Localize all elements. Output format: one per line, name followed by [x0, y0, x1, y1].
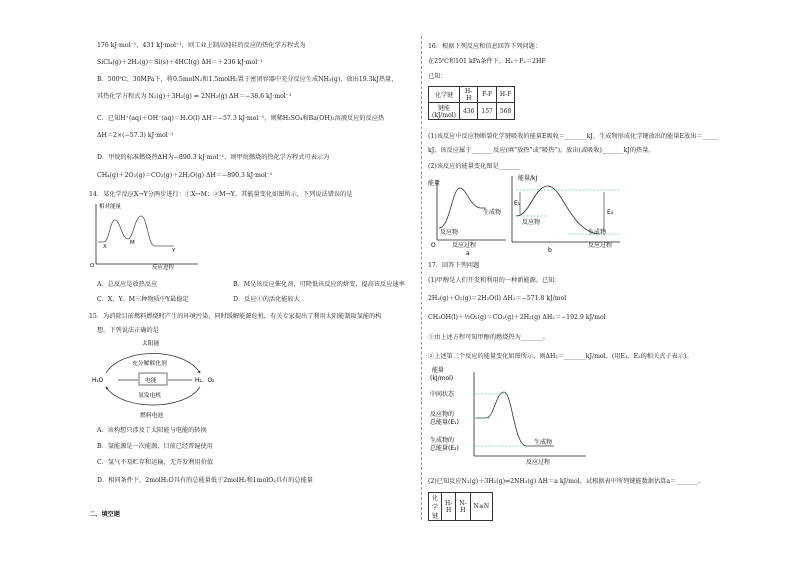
question-16-part1: (1)该反应中反应物断裂化学键吸收的能量E吸收＝_______kJ，生成物形成化学键放出的能量E放出＝_____	[428, 133, 719, 140]
q14-energy-diagram	[90, 202, 200, 271]
y-axis-label: 能量	[432, 367, 445, 374]
x-point-label: X	[103, 244, 107, 250]
reactant-energy-label: 反应物的	[430, 411, 455, 418]
y-point-label: Y	[172, 248, 176, 254]
table-cell: 436	[459, 103, 477, 120]
question-17-b: ②上述第二个反应的能量变化如图所示，则ΔH₂＝_______kJ/mol。(用E₁、E₂的相关式子表示)。	[428, 353, 693, 360]
question-17-part1: (1)甲醇是人们开发和利用的一种新能源。已知：	[428, 277, 561, 284]
product-label: 生成物	[534, 439, 553, 446]
product-energy-label: 总能量(E₂)	[430, 445, 459, 452]
energy-chart-c	[430, 366, 590, 466]
bond-energy-table	[428, 86, 515, 120]
y-axis-label: 能量/kJ	[518, 175, 538, 182]
x-axis-label: 反应过程	[452, 242, 477, 249]
catalyst-label: 充分解催化剂	[132, 361, 167, 367]
chart-tag: a	[466, 250, 470, 257]
chart-tag: b	[548, 247, 552, 254]
column-divider	[421, 36, 422, 520]
energy-curve	[98, 216, 174, 246]
electric-energy-label: 电能	[145, 378, 157, 384]
table-cell: H-H	[459, 87, 477, 103]
question-16: 16．根据下列反应和信息回答下列问题：	[428, 43, 542, 50]
question-17: 17．回答下列问题	[428, 262, 480, 269]
option-c: C．X、Y、M三种物质中Y最稳定	[97, 296, 189, 303]
table-cell: 157	[478, 103, 496, 120]
y-axis-unit: (kJ/mol)	[430, 375, 454, 382]
energy-chart-a	[428, 176, 513, 256]
table-cell: H-H	[442, 493, 456, 521]
table-cell: H-F	[496, 87, 514, 103]
mid-state-label: 中间状态	[430, 391, 455, 398]
option-d: D．甲烷的标准燃烧热ΔH为−890.3 kJ·mol⁻¹，则甲烷燃烧的热化学方程式可表示为	[97, 154, 330, 161]
hydrogen-oxygen-label: H₂、O₂	[195, 378, 215, 384]
x-axis-label: 反应过程	[526, 459, 551, 466]
reactant-energy-label: 总能量(E₁)	[430, 419, 459, 426]
question-17-part2: (2)已知反应N₂(g)＋3H₂(g)⇌2NH₃(g) ΔH＝a kJ/mol，试根据表中所列键能数据估算a＝_______。	[428, 478, 705, 485]
product-energy-label: 生成物的	[430, 437, 455, 444]
question-17-a: ①由上述方程可知甲醇的燃烧热为_______。	[428, 334, 549, 341]
option-c: C．氢气不易贮存和运输，无开发利用价值	[97, 459, 214, 466]
equation-2: CH₃OH(l)＋½O₂(g)＝CO₂(g)＋2H₂(g) ΔH₂＝−192.9 kJ/mol	[428, 314, 606, 321]
energy-curve	[516, 186, 598, 234]
origin-label: O	[90, 263, 95, 269]
table-row	[429, 103, 515, 120]
option-a: A．该构想只涉及了太阳能与电能的转换	[97, 427, 207, 434]
reactant-label: 反应物	[522, 219, 541, 226]
question-16-part1-cont: kJ，该反应属于_______反应(填“放热”或“吸热”)，放出(或吸收)_______kJ的热量。	[428, 147, 655, 154]
x-axis-label: 反应过程	[588, 242, 613, 249]
question-16-part2: (2)该反应的能量变化图是_______	[428, 163, 521, 170]
reactant-label: 反应物	[440, 229, 459, 236]
product-label: 生成物	[483, 209, 502, 216]
m-point-label: M	[130, 240, 135, 246]
known-label: 已知：	[428, 73, 447, 80]
energy-curve	[476, 392, 554, 446]
section-heading: 二、填空题	[89, 511, 120, 518]
equation-line: ΔH＝2×(−57.3) kJ·mol⁻¹	[97, 132, 174, 139]
fuel-cell-label: 燃料电池	[140, 413, 164, 419]
question-15-cont: 想。下列说法正确的是	[97, 327, 159, 334]
table-cell: N-H	[456, 493, 470, 521]
table-header-row	[429, 87, 515, 103]
equation-line: SiCl₄(g)＋2H₂(g)＝Si(s)＋4HCl(g) ΔH＝＋236 kJ·mol⁻¹	[97, 59, 263, 66]
e3-label: E₃	[607, 209, 614, 216]
water-label: H₂O	[92, 378, 104, 384]
equation-line: CH₄(g)＋2O₂(g)＝CO₂(g)＋2H₂O(g) ΔH＝−890.3 kJ·mol⁻¹	[97, 172, 273, 179]
table-cell: 568	[496, 103, 514, 120]
bond-energy-table-2	[428, 492, 493, 521]
hydrogen-generator-label: 氢发电机	[138, 393, 162, 399]
table-cell: 化学键	[429, 87, 460, 103]
option-d: D．反应①的活化能较大	[233, 296, 300, 303]
table-cell: 键能(kJ/mol)	[429, 103, 460, 120]
solar-energy-label: 太阳能	[142, 341, 160, 347]
product-label: 生成物	[588, 229, 607, 236]
q15-cycle-diagram	[92, 339, 232, 419]
table-cell: F-F	[478, 87, 496, 103]
option-c: C．已知H⁺(aq)＋OH⁻(aq)＝H₂O(l) ΔH＝−57.3 kJ·mol⁻¹，则稀H₂SO₄和Ba(OH)₂溶液反应的反应热	[97, 115, 385, 122]
table-cell: N≡N	[470, 493, 493, 521]
table-header-row	[429, 493, 493, 521]
origin-label: O	[431, 242, 436, 249]
y-axis-label: 相对能量	[99, 204, 122, 210]
option-b: B．M是该反应催化剂，可降低该反应的焓变，提高该反应速率	[233, 281, 405, 288]
question-14: 14．某化学反应X→Y分两步进行：①X→M；②M→Y。其能量变化如图所示，下列说法错误的是	[89, 191, 353, 198]
question-15: 15．为消除目前燃料燃烧时产生的环境污染，同时缓解能源危机，有关专家提出了利用太阳能制取氢能的构	[89, 313, 382, 320]
option-b: B．500℃、30MPa下，将0.5molN₂和1.5molH₂置于密闭容器中充分反应生成NH₃(g)，放出19.3kJ热量，	[97, 76, 398, 83]
equation-line: 其热化学方程式为 N₂(g)＋3H₂(g) ⇌ 2NH₃(g) ΔH＝−38.6 kJ·mol⁻¹	[97, 93, 292, 100]
condition-line: 在25℃和101 kPa条件下，H₂＋F₂＝2HF	[428, 58, 546, 65]
e1-label: E₁	[514, 200, 521, 207]
option-a: A．总反应是放热反应	[97, 281, 158, 288]
energy-chart-b	[508, 172, 623, 252]
text-line: 176 kJ·mol⁻¹，431 kJ·mol⁻¹，则工业上制高纯硅的反应的热化学方程式为	[97, 42, 306, 49]
option-b: B．氢能源是一次能源，目前已经普遍使用	[97, 443, 213, 450]
energy-curve	[439, 188, 486, 228]
option-d: D．相同条件下，2molH₂O具有的总能量低于2molH₂和1molO₂具有的总能量	[97, 477, 313, 484]
table-cell: 化学键	[429, 493, 442, 521]
y-axis-label: 能量	[428, 180, 441, 187]
x-axis-label: 反应进程	[152, 265, 175, 271]
equation-1: 2H₂(g)＋O₂(g)＝2H₂O(l) ΔH₁＝−571.8 kJ/mol	[428, 295, 567, 302]
